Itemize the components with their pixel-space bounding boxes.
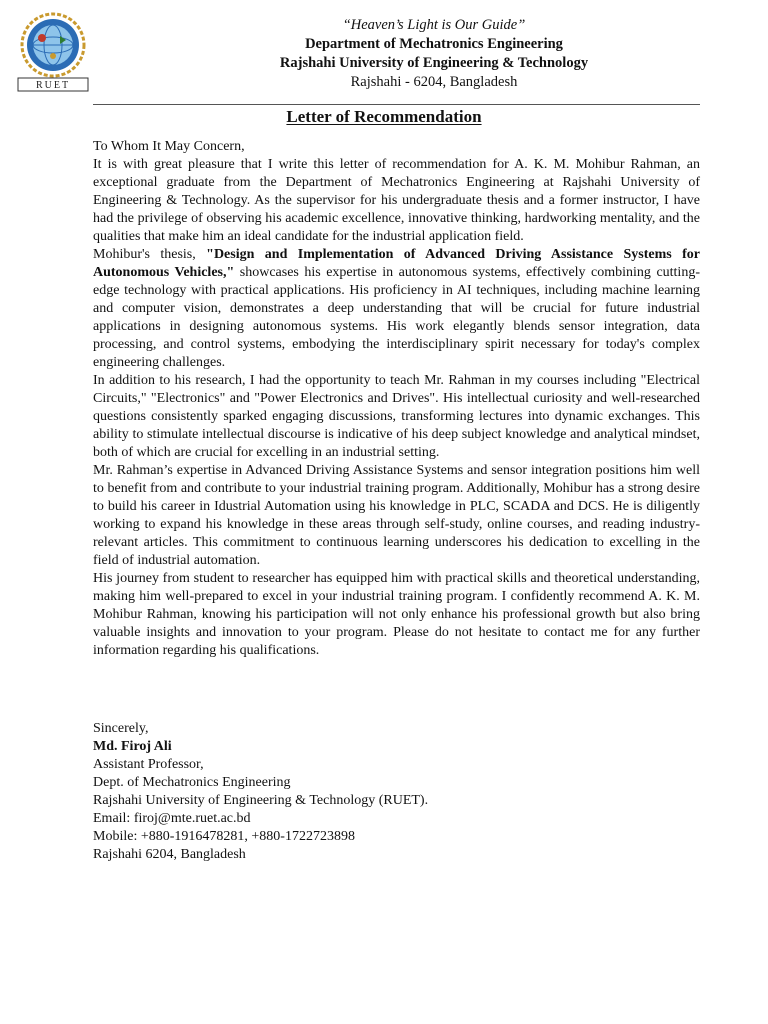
motto: “Heaven’s Light is Our Guide” [342,17,526,33]
university-address: Rajshahi - 6204, Bangladesh [350,74,518,90]
paragraph-2-rest: showcases his expertise in autonomous systems, effectively combining cutting-edge technology with practical applications. His proficiency in AI techniques, including machine learning and computer vision, demonstrates a deep understanding that will be crucial for future industrial applications in designing autonomous systems. His work elegantly blends sensor integration, data processing, and control systems, embodying the interdisciplinary spirit necessary for today's complex engineering challenges. [93,265,700,370]
signer-name: Md. Firoj Ali [93,739,172,754]
signer-position: Assistant Professor, [93,757,204,772]
signer-university: Rajshahi University of Engineering & Technology (RUET). [93,793,429,808]
header-divider [93,104,700,105]
ruet-logo [12,10,94,94]
thesis-title: "Design and Implementation of Advanced Driving Assistance Systems for Autonomous Vehicles," [93,247,700,280]
paragraph-3: In addition to his research, I had the opportunity to teach Mr. Rahman in my courses including "Electrical Circuits," "Electronics" and "Power Electronics and Drives". His intellectual curiosity and well-researched questions consistently sparked engaging discussions, transforming lectures into dynamic exchanges. This ability to stimulate intellectual discourse is indicative of his deep subject knowledge and analytical mindset, both of which are crucial for excelling in an industrial setting. [93,373,700,460]
signer-address: Rajshahi 6204, Bangladesh [93,847,246,862]
salutation: To Whom It May Concern, [93,139,245,154]
paragraph-1: It is with great pleasure that I write this letter of recommendation for A. K. M. Mohibur Rahman, an exceptional graduate from the Department of Mechatronics Engineering at Rajshahi University of Engineering & Technology. As the supervisor for his undergraduate thesis and a former instructor, I have had the privilege of observing his academic excellence, innovative thinking, hardworking mentality, and the qualities that make him an ideal candidate for the industrial application field. [93,157,700,244]
paragraph-2-intro: Mohibur's thesis, [93,247,196,262]
logo-text: RUET [35,80,71,91]
paragraph-2 [93,246,700,372]
signer-mobile: Mobile: +880-1916478281, +880-1722723898 [93,829,355,844]
letter-title: Letter of Recommendation [286,107,482,126]
signature-block [93,720,428,864]
letterhead [100,16,768,92]
letter-body [93,138,700,660]
department-name: Department of Mechatronics Engineering [305,36,563,52]
signer-department: Dept. of Mechatronics Engineering [93,775,291,790]
closing: Sincerely, [93,721,149,736]
signer-email: Email: firoj@mte.ruet.ac.bd [93,811,251,826]
paragraph-5: His journey from student to researcher has equipped him with practical skills and theoretical understanding, making him well-prepared to excel in your industrial training program. I confidently recommend A. K. M. Mohibur Rahman, knowing his participation will not only enhance his professional growth but also bring valuable insights and innovation to your program. Please do not hesitate to contact me for any further information regarding his qualifications. [93,571,700,658]
paragraph-4: Mr. Rahman’s expertise in Advanced Driving Assistance Systems and sensor integration positions him well to benefit from and contribute to your industrial training program. Additionally, Mohibur has a strong desire to build his career in Idustrial Automation using his knowledge in PLC, SCADA and DCS. He is diligently working to expand his knowledge in these areas through self-study, online courses, and reading industry-relevant articles. This commitment to continuous learning underscores his dedication to excelling in the field of industrial automation. [93,463,700,568]
university-name: Rajshahi University of Engineering & Technology [279,55,589,71]
